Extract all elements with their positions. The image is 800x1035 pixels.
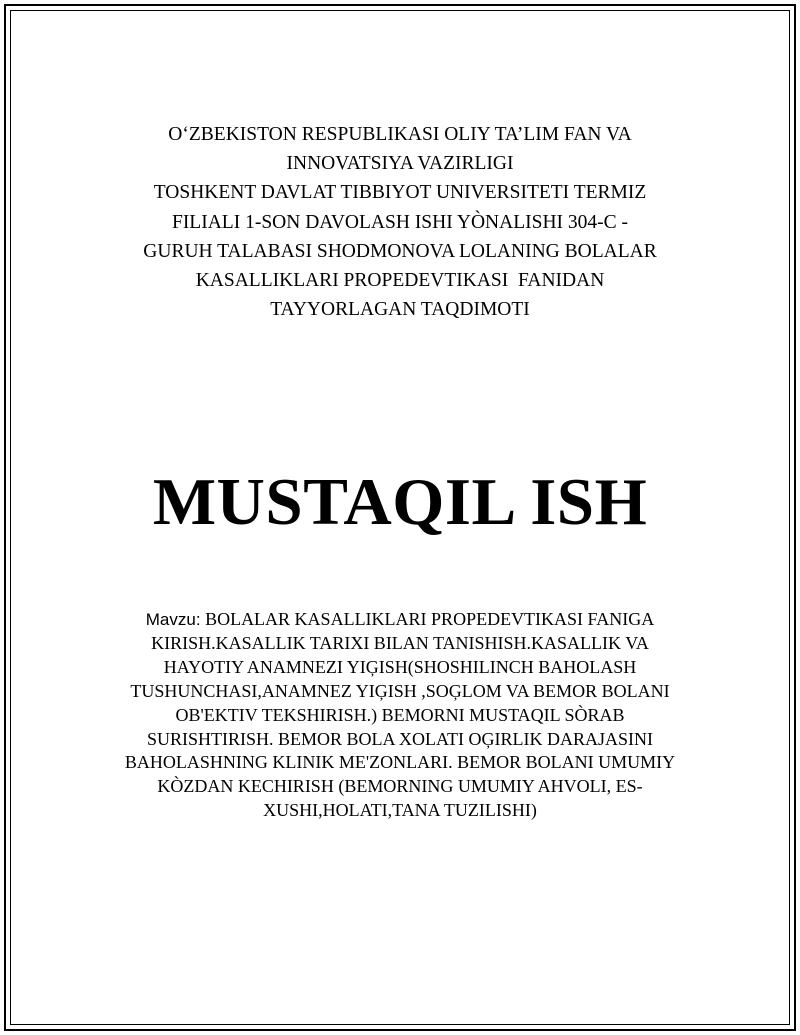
- institution-header: [80, 120, 720, 324]
- header-line: KASALLIKLARI PROPEDEVTIKASI FANIDAN: [195, 270, 605, 292]
- header-line: TAYYORLAGAN TAQDIMOTI: [270, 299, 530, 321]
- topic-line-text: BOLALAR KASALLIKLARI PROPEDEVTIKASI FANIGA: [200, 609, 655, 629]
- header-line: TOSHKENT DAVLAT TIBBIYOT UNIVERSITETI TERMIZ: [153, 182, 647, 204]
- topic-line: TUSHUNCHASI,ANAMNEZ YIĢISH ,SOĢLOM VA BEMOR BOLANI: [130, 680, 670, 701]
- topic-line: [70, 608, 730, 632]
- topic-line: KIRISH.KASALLIK TARIXI BILAN TANISHISH.KASALLIK VA: [151, 632, 649, 653]
- topic-line: HAYOTIY ANAMNEZI YIĢISH(SHOSHILINCH BAHOLASH: [163, 656, 637, 677]
- header-line: GURUH TALABASI SHODMONOVA LOLANING BOLALAR: [143, 240, 657, 262]
- topic-line: OB'EKTIV TEKSHIRISH.) BEMORNI MUSTAQIL SÒRAB: [175, 704, 625, 725]
- header-line: FILIALI 1-SON DAVOLASH ISHI YÒNALISHI 304-C -: [171, 211, 629, 233]
- topic-line: XUSHI,HOLATI,TANA TUZILISHI): [263, 800, 537, 821]
- header-line: INNOVATSIYA VAZIRLIGI: [286, 153, 514, 175]
- topic-prefix: Mavzu:: [145, 610, 201, 629]
- topic-line: KÒZDAN KECHIRISH (BEMORNING UMUMIY AHVOLI, ES-: [157, 776, 643, 797]
- header-line: O‘ZBEKISTON RESPUBLIKASI OLIY TA’LIM FAN VA: [168, 124, 632, 145]
- topic-section: [70, 608, 730, 823]
- document-title: MUSTAQIL ISH: [152, 465, 648, 539]
- topic-line: SURISHTIRISH. BEMOR BOLA XOLATI OĢIRLIK DARAJASINI: [146, 728, 653, 749]
- topic-line: BAHOLASHNING KLINIK ME'ZONLARI. BEMOR BOLANI UMUMIY: [124, 752, 676, 773]
